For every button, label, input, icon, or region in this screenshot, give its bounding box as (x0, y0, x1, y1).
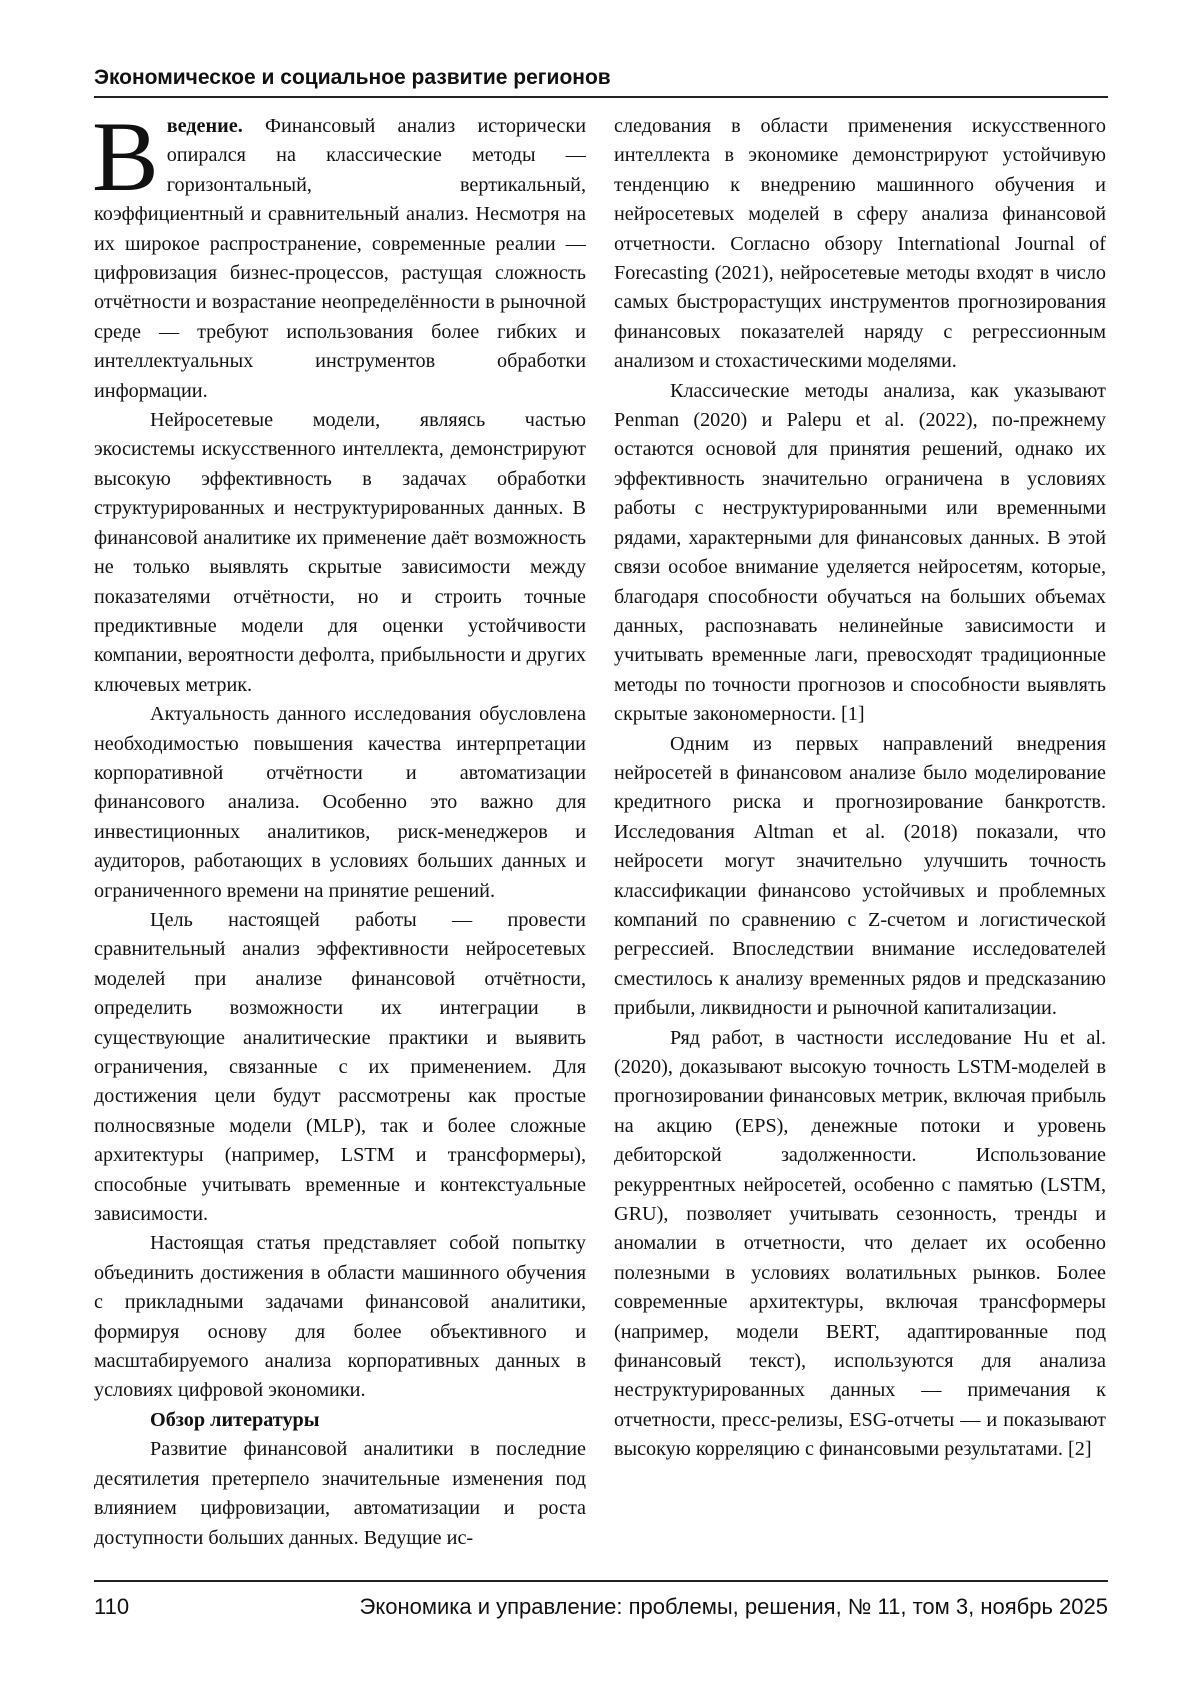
body-paragraph: Актуальность данного исследования обусловлена необходимостью повышения качества интерпретации корпоративной отчётности и автоматизации финансового анализа. Особенно это важно для инвестиционных аналитиков, риск-менеджеров и аудиторов, работающих в условиях больших данных и ограниченного времени на принятие решений. (94, 703, 586, 902)
left-column (92, 101, 586, 1553)
drop-cap: В (92, 101, 159, 212)
running-footer (94, 1580, 1108, 1620)
body-paragraph: Цель настоящей работы — провести сравнительный анализ эффективности нейросетевых моделей при анализе финансовой отчётности, определить возможности их интеграции в существующие аналитические практики и выявить ограничения, связанные с их применением. Для достижения цели будут рассмотрены как простые полносвязные модели (MLP), так и более сложные архитектуры (например, LSTM и трансформеры), способные учитывать временные и контекстуальные зависимости. (94, 908, 586, 1226)
body-paragraph: Классические методы анализа, как указывают Penman (2020) и Palepu et al. (2022), по-прежнему остаются основой для принятия решений, однако их эффективность значительно ограничена в условиях работы с неструктурированными или временными рядами, характерными для финансовых данных. В этой связи особое внимание уделяется нейросетям, которые, благодаря способности обучаться на больших объемах данных, распознавать нелинейные зависимости и учитывать временные лаги, превосходят традиционные методы по точности прогнозов и способности выявлять скрытые закономерности. [1] (614, 379, 1106, 726)
right-column (614, 112, 1106, 1465)
section-heading: Обзор литературы (150, 1408, 320, 1431)
journal-info: Экономика и управление: проблемы, решения, № 11, том 3, ноябрь 2025 (359, 1594, 1108, 1619)
intro-text: Финансовый анализ исторически опирался на классические методы — горизонтальный, вертикальный, коэффициентный и сравнительный анализ. Несмотря на их широкое распространение, современные реалии — цифровизация бизнес-процессов, растущая сложность отчётности и возрастание неопределённости в рыночной среде — требуют использования более гибких и интеллектуальных инструментов обработки информации. (94, 115, 586, 402)
body-paragraph-continued: следования в области применения искусственного интеллекта в экономике демонстрируют устойчивую тенденцию к внедрению машинного обучения и нейросетевых моделей в сферу анализа финансовой отчетности. Согласно обзору International Journal of Forecasting (2021), нейросетевые методы входят в число самых быстрорастущих инструментов прогнозирования финансовых показателей наряду с регрессионным анализом и стохастическими моделями. (614, 115, 1106, 373)
intro-lead: ведение. (166, 115, 243, 137)
body-paragraph: Нейросетевые модели, являясь частью экосистемы искусственного интеллекта, демонстрируют высокую эффективность в задачах обработки структурированных и неструктурированных данных. В финансовой аналитике их применение даёт возможность не только выявлять скрытые зависимости между показателями отчётности, но и строить точные предиктивные модели для оценки устойчивости компании, вероятности дефолта, прибыльности и других ключевых метрик. (94, 409, 586, 696)
page-number: 110 (94, 1594, 130, 1619)
running-header: Экономическое и социальное развитие регионов (94, 66, 1108, 98)
body-paragraph: Одним из первых направлений внедрения нейросетей в финансовом анализе было моделирование кредитного риска и прогнозирование банкротств. Исследования Altman et al. (2018) показали, что нейросети могут значительно улучшить точность классификации финансово устойчивых и проблемных компаний по сравнению с Z-счетом и логистической регрессией. Впоследствии внимание исследователей сместилось к анализу временных рядов и предсказанию прибыли, ликвидности и рыночной капитализации. (614, 732, 1106, 1020)
intro-paragraph (92, 101, 586, 406)
body-paragraph: Развитие финансовой аналитики в последние десятилетия претерпело значительные изменения под влиянием цифровизации, автоматизации и роста доступности больших данных. Ведущие ис- (94, 1438, 586, 1549)
body-paragraph: Ряд работ, в частности исследование Hu et al. (2020), доказывают высокую точность LSTM-моделей в прогнозировании финансовых метрик, включая прибыль на акцию (EPS), денежные потоки и уровень дебиторской задолженности. Использование рекуррентных нейросетей, особенно с памятью (LSTM, GRU), позволяет учитывать сезонность, тренды и аномалии в отчетности, что делает их особенно полезными в условиях волатильных рынков. Более современные архитектуры, включая трансформеры (например, модели BERT, адаптированные под финансовый текст), используются для анализа неструктурированных данных — примечания к отчетности, пресс-релизы, ESG-отчеты — и показывают высокую корреляцию с финансовыми результатами. [2] (614, 1026, 1106, 1461)
body-paragraph: Настоящая статья представляет собой попытку объединить достижения в области машинного обучения с прикладными задачами финансовой аналитики, формируя основу для более объективного и масштабируемого анализа корпоративных данных в условиях цифровой экономики. (94, 1232, 586, 1402)
